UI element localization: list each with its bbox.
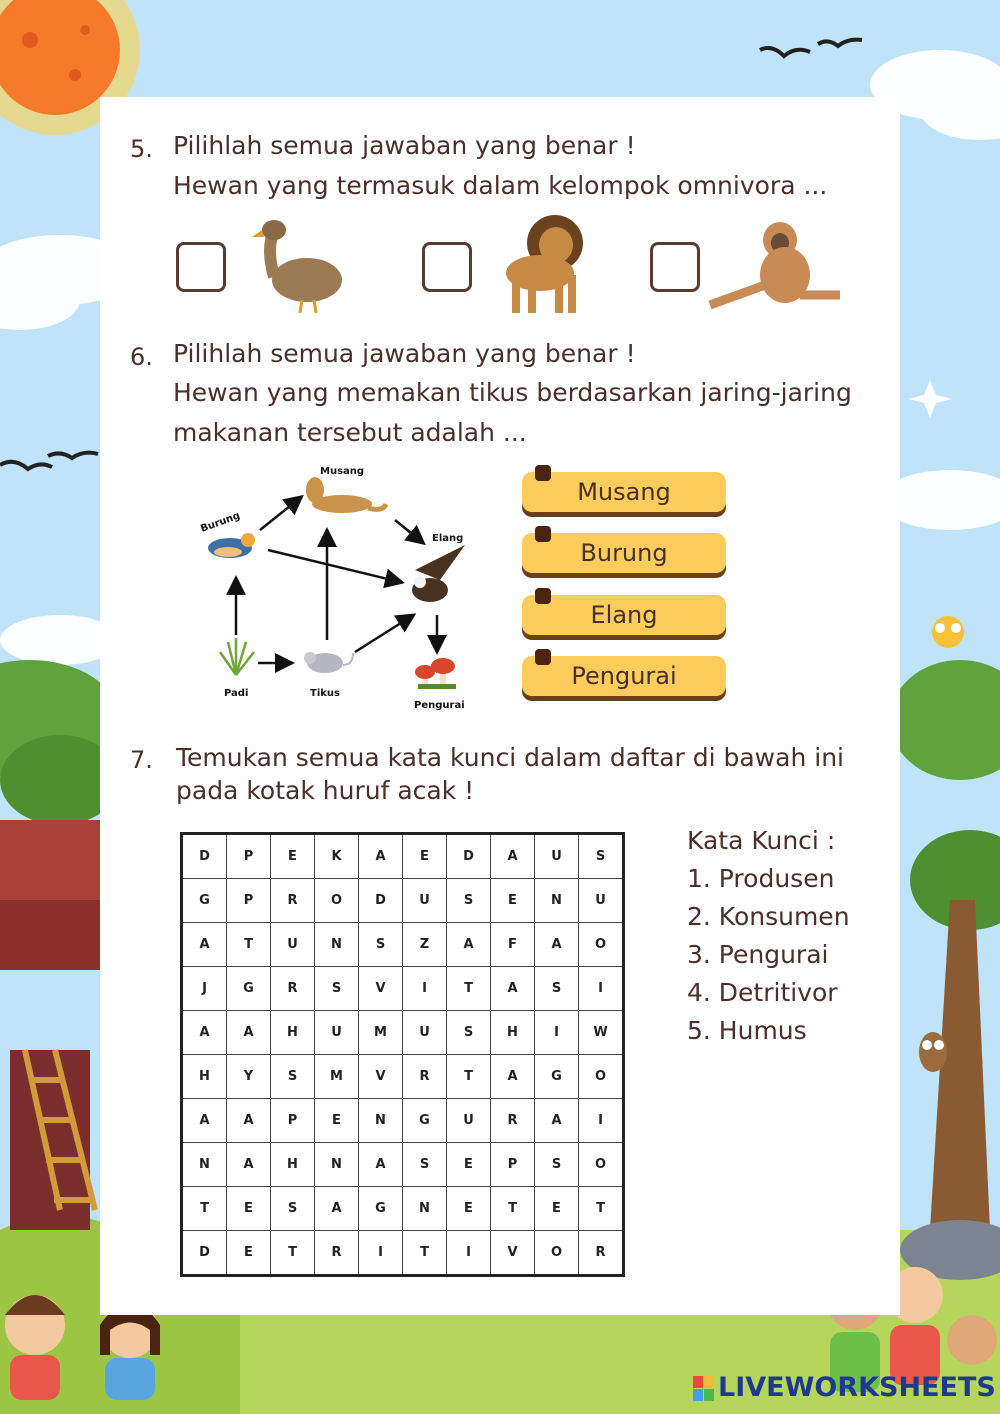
grid-cell[interactable]: I: [535, 1011, 579, 1055]
grid-cell[interactable]: T: [579, 1187, 624, 1231]
grid-cell[interactable]: I: [359, 1231, 403, 1276]
keywords-title: Kata Kunci :: [687, 826, 836, 855]
grid-cell[interactable]: S: [403, 1143, 447, 1187]
grid-cell[interactable]: G: [359, 1187, 403, 1231]
grid-row: [182, 879, 624, 923]
q6-instruction: Pilihlah semua jawaban yang benar !: [173, 339, 636, 368]
grid-cell[interactable]: U: [315, 1011, 359, 1055]
q6-number: 6.: [130, 343, 153, 371]
grid-cell[interactable]: R: [403, 1055, 447, 1099]
q5-instruction: Pilihlah semua jawaban yang benar !: [173, 131, 636, 160]
grid-row: [182, 923, 624, 967]
grid-cell[interactable]: R: [579, 1231, 624, 1276]
grid-cell[interactable]: S: [271, 1055, 315, 1099]
q5-number: 5.: [130, 135, 153, 163]
keyword-item: 3. Pengurai: [687, 940, 829, 969]
grid-cell[interactable]: R: [271, 879, 315, 923]
grid-cell[interactable]: I: [579, 967, 624, 1011]
grid-cell[interactable]: A: [535, 923, 579, 967]
grid-cell[interactable]: H: [182, 1055, 227, 1099]
q5-checkbox-lion[interactable]: [422, 242, 472, 292]
label-pengurai: Pengurai: [414, 700, 465, 711]
grid-cell[interactable]: P: [491, 1143, 535, 1187]
grid-cell[interactable]: A: [491, 834, 535, 879]
answer-elang[interactable]: Elang: [522, 595, 726, 635]
grid-cell[interactable]: I: [579, 1099, 624, 1143]
answer-musang[interactable]: Musang: [522, 472, 726, 512]
grid-cell[interactable]: A: [227, 1099, 271, 1143]
grid-cell[interactable]: N: [535, 879, 579, 923]
mouse-icon: [304, 652, 353, 673]
grid-cell[interactable]: E: [271, 834, 315, 879]
grid-cell[interactable]: M: [359, 1011, 403, 1055]
q7-instruction-line2: pada kotak huruf acak !: [176, 776, 475, 805]
grid-cell[interactable]: O: [579, 1143, 624, 1187]
grid-cell[interactable]: O: [579, 923, 624, 967]
grid-cell[interactable]: A: [447, 923, 491, 967]
grid-cell[interactable]: A: [359, 834, 403, 879]
q7-instruction-line1: Temukan semua kata kunci dalam daftar di bawah ini: [176, 743, 844, 772]
eagle-icon: [412, 545, 465, 602]
grid-cell[interactable]: P: [227, 834, 271, 879]
grid-row: [182, 967, 624, 1011]
grid-cell[interactable]: E: [227, 1187, 271, 1231]
grid-cell[interactable]: E: [227, 1231, 271, 1276]
word-search-grid[interactable]: [180, 832, 625, 1277]
grid-cell[interactable]: S: [535, 1143, 579, 1187]
rice-plant-icon: [220, 638, 254, 675]
grid-cell[interactable]: D: [182, 1231, 227, 1276]
q5-checkbox-duck[interactable]: [176, 242, 226, 292]
lion-icon: [500, 213, 590, 315]
grid-cell[interactable]: U: [403, 1011, 447, 1055]
grid-cell[interactable]: A: [182, 1011, 227, 1055]
keyword-item: 2. Konsumen: [687, 902, 850, 931]
grid-cell[interactable]: E: [403, 834, 447, 879]
grid-cell[interactable]: U: [579, 879, 624, 923]
bee-icon: [932, 616, 964, 648]
grid-cell[interactable]: E: [535, 1187, 579, 1231]
grid-row: [182, 1055, 624, 1099]
food-web-diagram: [190, 460, 490, 716]
grid-cell[interactable]: U: [535, 834, 579, 879]
grid-cell[interactable]: A: [227, 1011, 271, 1055]
grid-cell[interactable]: A: [491, 1055, 535, 1099]
grid-cell[interactable]: T: [447, 1055, 491, 1099]
q6-question-line1: Hewan yang memakan tikus berdasarkan jaring-jaring: [173, 378, 852, 407]
grid-cell[interactable]: U: [271, 923, 315, 967]
grid-cell[interactable]: A: [315, 1187, 359, 1231]
grid-cell[interactable]: E: [315, 1099, 359, 1143]
grid-cell[interactable]: E: [447, 1143, 491, 1187]
grid-cell[interactable]: F: [491, 923, 535, 967]
grid-cell[interactable]: D: [447, 834, 491, 879]
grid-cell[interactable]: M: [315, 1055, 359, 1099]
answer-pengurai[interactable]: Pengurai: [522, 656, 726, 696]
grid-cell[interactable]: A: [535, 1099, 579, 1143]
grid-cell[interactable]: O: [579, 1055, 624, 1099]
grid-row: [182, 1011, 624, 1055]
grid-cell[interactable]: A: [182, 1099, 227, 1143]
grid-cell[interactable]: V: [359, 1055, 403, 1099]
monkey-icon: [705, 215, 845, 315]
grid-cell[interactable]: Z: [403, 923, 447, 967]
grid-cell[interactable]: G: [227, 967, 271, 1011]
grid-cell[interactable]: T: [403, 1231, 447, 1276]
keyword-item: 5. Humus: [687, 1016, 807, 1045]
grid-cell[interactable]: U: [447, 1099, 491, 1143]
grid-cell[interactable]: H: [491, 1011, 535, 1055]
grid-cell[interactable]: A: [359, 1143, 403, 1187]
grid-cell[interactable]: T: [182, 1187, 227, 1231]
grid-cell[interactable]: S: [271, 1187, 315, 1231]
grid-cell[interactable]: S: [315, 967, 359, 1011]
label-burung: Burung: [199, 510, 242, 535]
grid-row: [182, 1231, 624, 1276]
grid-cell[interactable]: P: [271, 1099, 315, 1143]
grid-cell[interactable]: A: [227, 1143, 271, 1187]
grid-cell[interactable]: O: [535, 1231, 579, 1276]
grid-cell[interactable]: D: [182, 834, 227, 879]
grid-cell[interactable]: R: [271, 967, 315, 1011]
q7-number: 7.: [130, 746, 153, 774]
grid-cell[interactable]: U: [403, 879, 447, 923]
keyword-item: 4. Detritivor: [687, 978, 838, 1007]
grid-cell[interactable]: H: [271, 1143, 315, 1187]
grid-row: [182, 1143, 624, 1187]
duck-icon: [252, 215, 347, 315]
grid-cell[interactable]: S: [579, 834, 624, 879]
liveworksheets-logo-icon: [693, 1376, 715, 1402]
grid-cell[interactable]: G: [182, 879, 227, 923]
grid-cell[interactable]: S: [359, 923, 403, 967]
label-tikus: Tikus: [310, 688, 340, 699]
grid-cell[interactable]: I: [403, 967, 447, 1011]
grid-cell[interactable]: N: [359, 1099, 403, 1143]
grid-cell[interactable]: S: [447, 1011, 491, 1055]
grid-cell[interactable]: T: [227, 923, 271, 967]
liveworksheets-brand: LIVEWORKSHEETS: [718, 1372, 996, 1403]
label-padi: Padi: [224, 688, 249, 699]
grid-cell[interactable]: T: [271, 1231, 315, 1276]
q5-question: Hewan yang termasuk dalam kelompok omnivora ...: [173, 171, 828, 200]
grid-cell[interactable]: E: [447, 1187, 491, 1231]
grid-cell[interactable]: N: [315, 1143, 359, 1187]
grid-cell[interactable]: T: [447, 967, 491, 1011]
grid-cell[interactable]: O: [315, 879, 359, 923]
keyword-item: 1. Produsen: [687, 864, 835, 893]
grid-cell[interactable]: G: [403, 1099, 447, 1143]
grid-cell[interactable]: P: [227, 879, 271, 923]
grid-cell[interactable]: I: [447, 1231, 491, 1276]
grid-cell[interactable]: N: [403, 1187, 447, 1231]
grid-cell[interactable]: N: [315, 923, 359, 967]
answer-burung[interactable]: Burung: [522, 533, 726, 573]
owl-icon: [919, 1032, 947, 1072]
mushroom-icon: [415, 658, 456, 689]
grid-cell[interactable]: H: [271, 1011, 315, 1055]
label-elang: Elang: [432, 533, 464, 544]
grid-row: [182, 834, 624, 879]
grid-cell[interactable]: N: [182, 1143, 227, 1187]
grid-cell[interactable]: V: [491, 1231, 535, 1276]
grid-cell[interactable]: S: [535, 967, 579, 1011]
weasel-icon: [306, 477, 386, 513]
grid-cell[interactable]: V: [359, 967, 403, 1011]
grid-cell[interactable]: S: [447, 879, 491, 923]
grid-cell[interactable]: A: [182, 923, 227, 967]
grid-cell[interactable]: R: [491, 1099, 535, 1143]
grid-cell[interactable]: A: [491, 967, 535, 1011]
grid-cell[interactable]: E: [491, 879, 535, 923]
label-musang: Musang: [320, 466, 365, 477]
grid-cell[interactable]: K: [315, 834, 359, 879]
grid-cell[interactable]: W: [579, 1011, 624, 1055]
q6-question-line2: makanan tersebut adalah ...: [173, 418, 527, 447]
grid-row: [182, 1187, 624, 1231]
q5-checkbox-monkey[interactable]: [650, 242, 700, 292]
grid-cell[interactable]: J: [182, 967, 227, 1011]
grid-cell[interactable]: D: [359, 879, 403, 923]
grid-cell[interactable]: R: [315, 1231, 359, 1276]
grid-row: [182, 1099, 624, 1143]
grid-cell[interactable]: T: [491, 1187, 535, 1231]
grid-cell[interactable]: G: [535, 1055, 579, 1099]
grid-cell[interactable]: Y: [227, 1055, 271, 1099]
bird-icon: [208, 533, 255, 558]
